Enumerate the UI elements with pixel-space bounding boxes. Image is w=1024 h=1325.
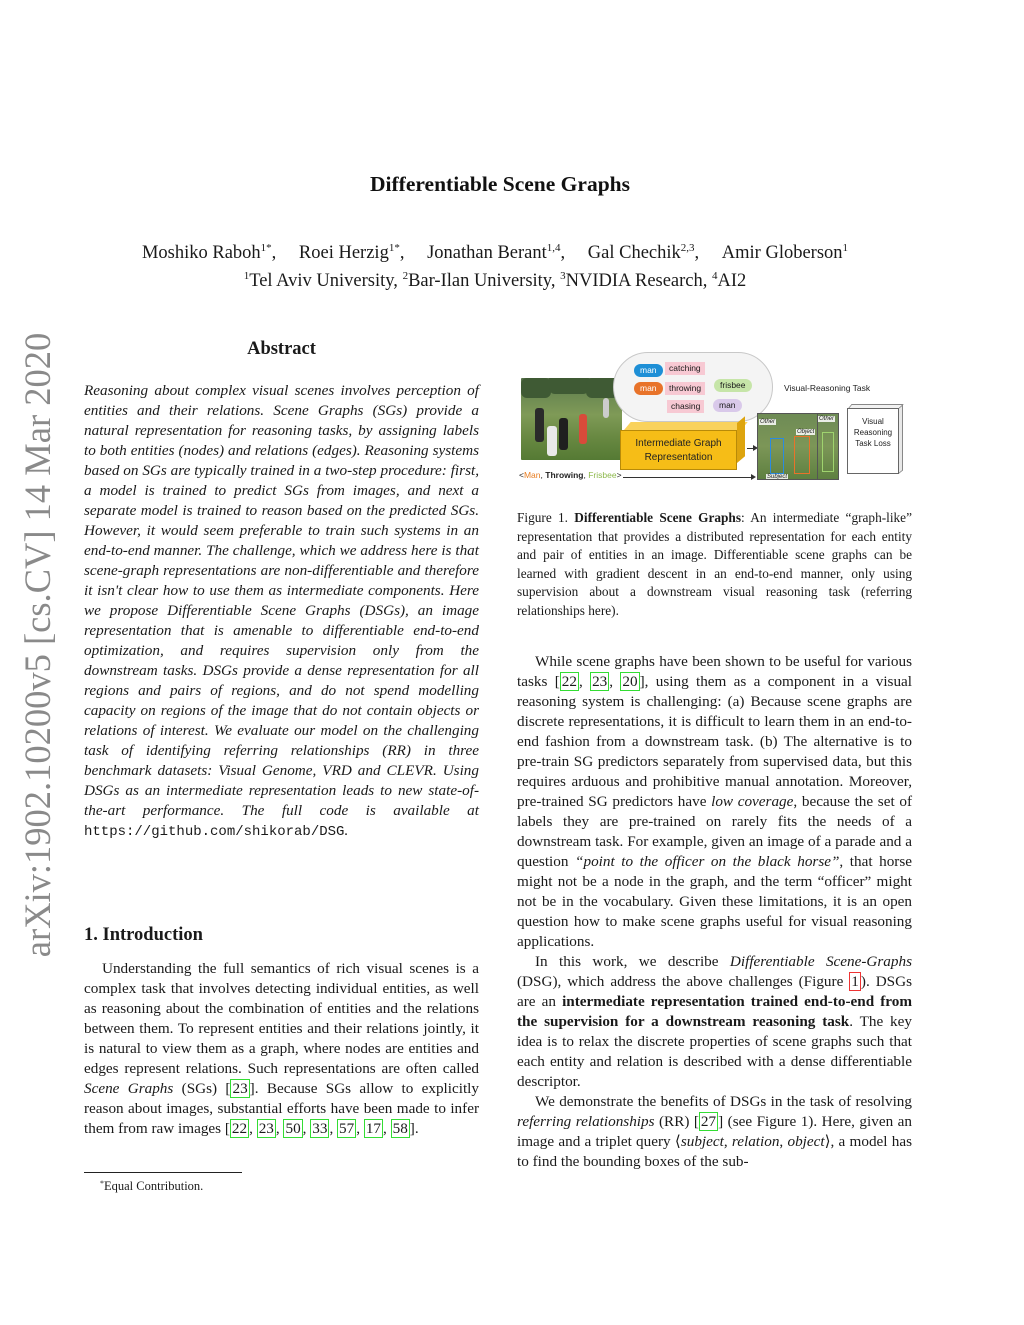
abstract-text: Reasoning about complex visual scenes involves perception of entities and their relations. Scene Graphs (SGs) provide a natural representation for reasoning tasks, by assigning labels to both entities (nodes) and relations (edges). Reasoning systems based on SGs are typically trained in a two-step procedure: first, a model is trained to predict SGs from images, and next a separate model is trained to reason based on the predicted SGs. However, it would seem preferable to train such systems in an end-to-end manner. The challenge, which we address here is that scene-graph representations are non-differentiable and therefore it isn't clear how to use them as intermediate components. Here we propose Differentiable Scene Graphs (DSGs), an image representation that is amenable to differentiable end-to-end optimization, and requires supervision only from the downstream tasks. DSGs provide a dense representation for all regions and pairs of regions, and do not spend modelling capacity on regions of the image that do not contain objects or relations of interest. We evaluate our model on the challenging task of identifying referring relationships (RR) in three benchmark datasets: Visual Genome, VRD and CLEVR. Using DSGs as an intermediate representation leads to new state-of-the-art performance. The full code is available at https://github.com/shikorab/DSG. xyxy=(84,382,479,840)
query-triplet: <Man, Throwing, Frisbee> xyxy=(519,470,622,480)
citation-link[interactable]: 22 xyxy=(561,673,577,690)
intermediate-graph-box: Intermediate Graph Representation xyxy=(620,430,737,470)
citation-link[interactable]: 17 xyxy=(365,1120,382,1137)
citation-link[interactable]: 23 xyxy=(232,1080,248,1097)
output-crop-photo: Other xyxy=(817,413,839,480)
loss-box-side xyxy=(899,404,903,473)
right-column-text xyxy=(517,652,912,1172)
author-list xyxy=(0,239,990,267)
citation-link[interactable]: 33 xyxy=(312,1120,328,1137)
introduction-heading: 1. Introduction xyxy=(84,925,203,945)
citation-link[interactable]: 27 xyxy=(700,1113,717,1130)
edge-throwing: throwing xyxy=(665,382,705,395)
author-block xyxy=(0,239,990,295)
node-man: man xyxy=(634,364,663,377)
code-url-link[interactable]: https://github.com/shikorab/DSG xyxy=(84,824,345,840)
author-chechik: Gal Chechik$^{2,3}$, xyxy=(587,242,700,263)
citation-link[interactable]: 57 xyxy=(339,1120,355,1137)
citation-link[interactable]: 20 xyxy=(622,673,638,690)
footnote: *Equal Contribution. xyxy=(100,1179,204,1193)
affiliation-list: $^1$Tel Aviv University, $^2$Bar-Ilan University, $^3$NVIDIA Research, $^4$AI2 xyxy=(243,270,747,291)
graph-box-top xyxy=(624,422,748,430)
author-berant: Jonathan Berant$^{1,4}$, xyxy=(427,242,566,263)
paragraph: In this work, we describe Differentiable Scene-Graphs (DSG), which address the above challenges (Figure 1 ). DSGs are an intermediate representation trained end-to-end from the supervision for a downstream reasoning task. The key idea is to relax the discrete properties of scene graphs such that each entity and relation is described with a dense differentiable descriptor. xyxy=(517,953,913,1090)
citation-link[interactable]: 23 xyxy=(592,673,608,690)
arrow-head xyxy=(751,474,756,480)
paragraph: We demonstrate the benefits of DSGs in the task of resolving referring relationships (RR) [ 27 ] (see Figure 1). Here, given an image and a triplet query ⟨subject, relation, object⟩, a model has to find the bounding boxes of the sub- xyxy=(517,1093,912,1170)
paragraph: While scene graphs have been shown to be useful for various tasks [ 22 , 23 , 20 ], using them as a component in a visual reasoning system is challenging: (a) Because scene graphs are discrete representations, it is difficult to learn them in an end-to-end fashion from a downstream task. (b) The alternative is to pre-train SG predictors separately from supervised data, but this requires arduous and prohibitive manual annotation. Moreover, pre-trained SG predictors have low coverage, because the set of labels they are pre-trained on rarely fits the needs of a downstream task. For example, given an image of a parade and a question “point to the officer on the black horse”, that horse might not be a node in the graph, and the term “officer” might not be in the vocabulary. Given these limitations, it is an open question how to make scene graphs useful for visual reasoning applications. xyxy=(517,653,913,950)
input-crop-photo: Other Object Subject xyxy=(757,413,824,480)
citation-link[interactable]: 22 xyxy=(231,1120,248,1137)
author-globerson: Amir Globerson$^1$ xyxy=(721,242,849,263)
task-loss-box: Visual Reasoning Task Loss xyxy=(847,408,899,474)
input-photo xyxy=(521,378,622,460)
citation-link[interactable]: 58 xyxy=(392,1120,408,1137)
author-raboh: Moshiko Raboh$^{1*}$, xyxy=(141,242,277,263)
footnote-divider xyxy=(84,1172,242,1173)
node-man: man xyxy=(713,399,742,412)
paper-title: Differentiable Scene Graphs xyxy=(370,172,630,196)
figure-1-caption: Figure 1. Differentiable Scene Graphs: An intermediate “graph-like” representation that provides a distributed representation for each entity and pair of entities in an image. Differentiable scene graphs can be learned with gradient descent in an end-to-end manner, only using supervision about a downstream visual reasoning task (referring relationships here). xyxy=(517,510,912,618)
figure-reference-link[interactable]: 1 xyxy=(851,973,859,990)
figure-1-diagram xyxy=(517,350,912,490)
edge-chasing: chasing xyxy=(667,400,704,413)
abstract-heading: Abstract xyxy=(247,339,316,359)
arxiv-identifier-stamp: arXiv:1902.10200v5 [cs.CV] 14 Mar 2020 xyxy=(17,332,58,958)
author-herzig: Roei Herzig$^{1*}$, xyxy=(298,242,405,263)
query-arrow-line xyxy=(623,477,753,478)
citation-link[interactable]: 50 xyxy=(285,1120,301,1137)
edge-catching: catching xyxy=(665,362,705,375)
introduction-paragraph: Understanding the full semantics of rich visual scenes is a complex task that involves detecting individual entities, as well as reasoning about the combination of entities and the relations between them. To represent entities and their relations jointly, it is natural to view them as a graph, where nodes are entities and edges represent relations. Such representations are often called Scene Graphs (SGs) [ 23 ]. Because SGs allow to explicitly reason about images, substantial efforts have been made to infer them from raw images [ 22 , 23 , 50 , 33 , 57 , 17 , 58 ]. xyxy=(84,960,479,1137)
visual-reasoning-task-label: Visual-Reasoning Task xyxy=(784,383,871,393)
node-man: man xyxy=(634,382,663,395)
graph-box-side xyxy=(737,416,745,463)
citation-link[interactable]: 23 xyxy=(258,1120,274,1137)
node-frisbee: frisbee xyxy=(714,379,752,392)
